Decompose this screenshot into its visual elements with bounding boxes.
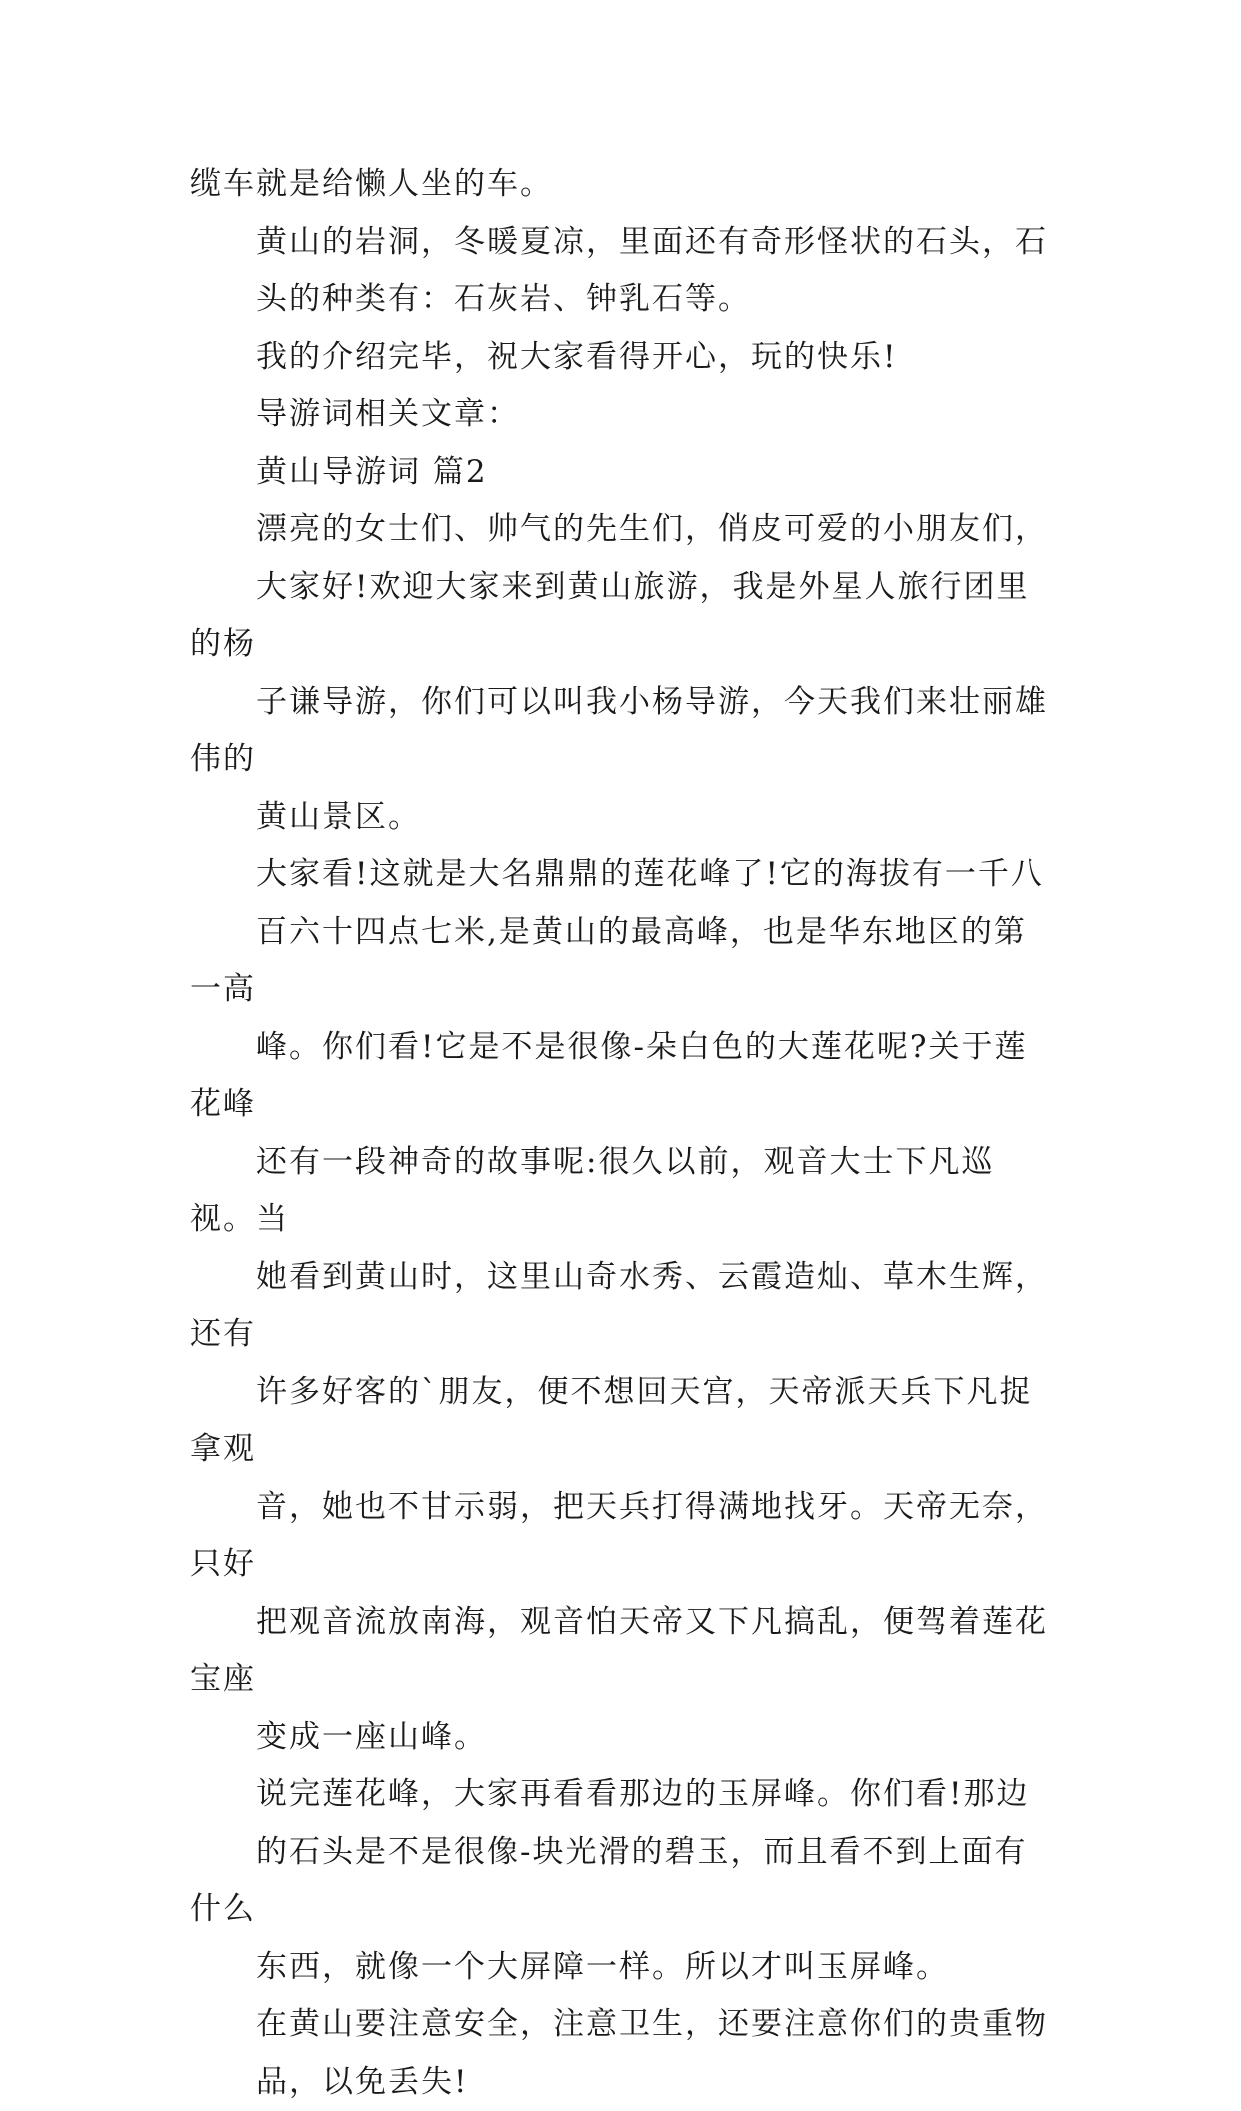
- text-line: 大家看!这就是大名鼎鼎的莲花峰了!它的海拔有一千八: [190, 846, 1050, 904]
- paragraph: [190, 1766, 1050, 1996]
- paragraph: [190, 156, 1050, 214]
- text-line: 把观音流放南海，观音怕天帝又下凡搞乱，便驾着莲花宝座: [190, 1594, 1050, 1709]
- text-line: 在黄山要注意安全，注意卫生，还要注意你们的贵重物: [190, 1996, 1050, 2054]
- text-line: 还有一段神奇的故事呢:很久以前，观音大士下凡巡视。当: [190, 1134, 1050, 1249]
- text-line: 黄山景区。: [190, 789, 1050, 847]
- text-line: 导游词相关文章：: [190, 386, 1050, 444]
- paragraph: [190, 329, 1050, 387]
- text-line: 峰。你们看!它是不是很像-朵白色的大莲花呢?关于莲花峰: [190, 1019, 1050, 1134]
- paragraph: [190, 1996, 1050, 2111]
- text-line: 子谦导游，你们可以叫我小杨导游，今天我们来壮丽雄伟的: [190, 674, 1050, 789]
- text-line: 说完莲花峰，大家再看看那边的玉屏峰。你们看!那边: [190, 1766, 1050, 1824]
- text-line: 黄山的岩洞，冬暖夏凉，里面还有奇形怪状的石头，石: [190, 214, 1050, 272]
- text-line: 百六十四点七米,是黄山的最高峰，也是华东地区的第一高: [190, 904, 1050, 1019]
- text-line: 头的种类有：石灰岩、钟乳石等。: [190, 271, 1050, 329]
- text-line: 音，她也不甘示弱，把天兵打得满地找牙。天帝无奈，只好: [190, 1479, 1050, 1594]
- document-body: [190, 156, 1050, 2111]
- text-line: 大家好!欢迎大家来到黄山旅游，我是外星人旅行团里的杨: [190, 559, 1050, 674]
- text-line: 的石头是不是很像-块光滑的碧玉，而且看不到上面有什么: [190, 1824, 1050, 1939]
- text-line: 东西，就像一个大屏障一样。所以才叫玉屏峰。: [190, 1939, 1050, 1997]
- text-line: 黄山导游词 篇2: [190, 444, 1050, 502]
- text-line: 缆车就是给懒人坐的车。: [190, 156, 1050, 214]
- paragraph: [190, 214, 1050, 329]
- paragraph: [190, 444, 1050, 502]
- text-line: 品，以免丢失!: [190, 2054, 1050, 2111]
- paragraph: [190, 846, 1050, 1766]
- text-line: 她看到黄山时，这里山奇水秀、云霞造灿、草木生辉，还有: [190, 1249, 1050, 1364]
- paragraph: [190, 501, 1050, 846]
- text-line: 我的介绍完毕，祝大家看得开心，玩的快乐!: [190, 329, 1050, 387]
- paragraph: [190, 386, 1050, 444]
- text-line: 许多好客的`朋友，便不想回天宫，天帝派天兵下凡捉拿观: [190, 1364, 1050, 1479]
- text-line: 漂亮的女士们、帅气的先生们，俏皮可爱的小朋友们，: [190, 501, 1050, 559]
- text-line: 变成一座山峰。: [190, 1709, 1050, 1767]
